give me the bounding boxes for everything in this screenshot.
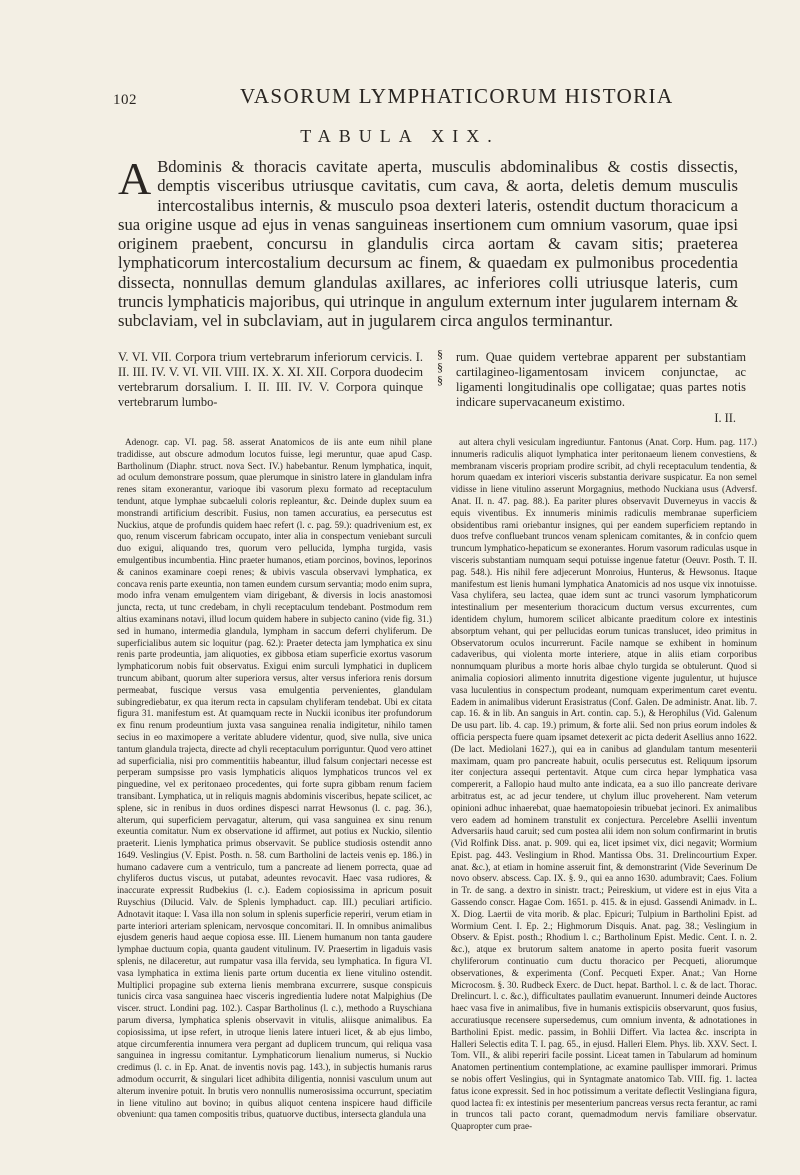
legend-plate-refs: I. II. (714, 411, 736, 425)
intro-paragraph (118, 153, 738, 331)
intro-text: Bdominis & thoracis cavitate aperta, musculis abdominalibus & costis dissectis, demptis visceribus utriusque cavitatis, cum cava, & aorta, deletis demum musculis intercostalibus internis, & musculo psoa dexteri lateris, ostendit ductum thoracicum a sua origine usque ad ejus in venas sanguineas insertionem cum omnium vasorum, quae ipsi originem praebent, concursu in glandulis circa aortam & cavam sitis; praeterea lymphaticorum intercostalium decursum ac finem, & quaedam ex pulmonibus procedentia dissecta, nonnullas demum glandulas axillares, ac inferiores colli utriusque lateris, cum truncis lymphaticis majoribus, qui utrinque in angulum externum inter jugularem internam & subclaviam, vel in subclaviam, aut in jugularem circa angulos terminantur. (118, 157, 738, 331)
commentary-left-text: Adenogr. cap. VI. pag. 58. asserat Anatomicos de iis ante eum nihil plane tradidisse, aut obscure admodum locutos fuisse, legi meruntur, quae apud Casp. Bartholinum (Diaphr. struct. nova Sect. IV.) habebantur. Renum lymphatica, inquit, ad oculum demonstrare possum, quae plerumque in sinistro latere in glandulam infra renes sitam exonerantur, varioque ibi vasorum plexu formato ad receptaculum tendunt, atque lymphae subcaeluli coloris repleantur, &c. Deinde duplex suum ea monstrandi artificium describit. Fusius, non tamen accuratius, ea persecutus est Nuckius, atque de profundis quidem haec refert (l. c. pag. 59.): quadrivenium est, ex quo, renum viscerum fabricam occupato, inter alia in conspectum veniebant surculi duo exigui, aliquando tres, quorum vero pellucida, lympha turgida, vasis emulgentibus incumbentia. Hinc praeter humanos, etiam porcinos, bovinos, leporinos & caninos examinare coepi renes; & ubivis vascula observavi lymphatica, ex concava renis parte exeuntia, non tamen eundem cursum servantia; modo enim supra, modo infra venam emulgentem viam dirigebant, & diversis in locis anastomosi juncta, recta, ut tunc credebam, in chyli receptaculum tendebant. Postmodum rem altius examinans notavi, illud locum quidem habere in subjecto canino (vide fig. 31.) sed in humano, intermedia glandula, lympham in saccum deferri chyliferum. De superficialibus autem sic loquitur (pag. 62.): Praeter detecta jam lymphatica ex sinu renis parte prodeuntia, jam aliquoties, ex gibbosa etiam superficie exortus vasorum lymphaticorum nobis fuit observatus. Exigui enim surculi lymphatici in duplicem truncum abibant, quorum alter superiora versus, alter versus inferiora renis dorsum permeabat, fuscique versus vasa emulgentia pervenientes, glandulam subingrediebatur, ex qua iterum recta in capsulam chyliferam tendebat. Ubi ex citata figura 31. manifestum est. At quamquam recte in Nuckii iconibus iter profundorum ex finu renum prodeuntium juxta vasa sanguinea renalia indigitetur, nihilo tamen secius in eo maximopere a veritate abludere videntur, quod, sive nulla, sive unica tantum glandula trajecta, directe ad chyli receptaculum porriguntur. Quod vero attinet ad superficialia, nisi pro commentitiis habeantur, illud falsum conjectari necesse est perperam sumpsisse pro vasis lymphaticis aliquos lymphaticos truncos vel ex pinguedine, vel ex peritonaeo procedentes, qui forte supra gibbam renum faciem transibant. Lymphatica, ut in reliquis magnis abdominis visceribus, hepate scilicet, ac splene, sic in renibus in duos ordines dispesci narrat Hewsonus (l. c. pag. 36.), alterum, qui superficiem pervagatur, alterum, qui vasa sanguinea ex sinu renum exeuntia comitatur. Num ex observatione id affirmet, aut potius ex Nuckio, silentio praeterit. Lienis lymphatica primus observavit. Se publice studiosis ostendit anno 1649. Veslingius (V. Epist. Posth. n. 58. cum Bartholini de lacteis venis ep. 186.) in humano cadavere cum a ventriculo, tum a pancreate ad lienem porrecta, quae ad chyliferos ductus viscus, ut putabat, adeuntes revocavit. Haec vasa rudiores, & inaccurate expressit Rudbekius (l. c.). Eadem copiosissima in apricum posuit Ruyschius (Dilucid. Valv. de Splenis lymphaduct. cap. III.) peculiari artificio. Adnotavit itaque: I. Vasa illa non solum in splenis superficie reperiri, verum etiam in parte interiori arteriam splenicam, nervosque concomitari. II. In omnibus animalibus ejusdem generis haud aeque copiosa esse. III. Lienem humanum non tanta gaudere lymphae ductuum copia, quanta gaudent vitulinum. IV. Praesertim in ligaduis vasis splenis, ne dilaceretur, aut rumpatur vasa illa fervida, seu lymphatica. In figura VI. vasa lymphatica in extima lienis parte ortum ducentia ex liene vitulino ostendit. Multiplici propagine sub externa lienis membrana excurrere, susque conspicuis tunicis circa vasa sanguinea haec visceris ingredientia ludere notat Malpighius (De viscer. struct. Londini pag. 102.). Caspar Bartholinus (l. c.), methodo a Ruyschiana parum diversa, lymphatica splenis observavit in vitulis, aliisque animalibus. Ea copiosissima, ut ipse refert, in utroque lienis latere intueri licet, & ab ejus limbo, atque circumferentia innumera vera pergant ad duplicem truncum, qui reliqua vasa sanguinea in ingressu comitantur. Lymphaticorum lienalium numerus, si Nuckio credimus (l. c. in Ep. Anat. de inventis novis pag. 143.), in subjectis humanis rarus admodum occurrit, & singulari licet adhibita diligentia, nonnisi vasculum unum aut alterum invenire potuit. In brutis vero nonnullis numerosissima occurrunt, speciatim in liene vitulino aut bovino; in quibus aliquot centena inspicere haud difficile obveniunt: qua tamen compositis tribus, quatuorve ductibus, intersecta glandula una (117, 437, 432, 1120)
commentary-right-column (451, 437, 757, 1133)
figure-mark-glyph: § (437, 347, 443, 361)
figure-mark-glyph: § (437, 360, 443, 374)
legend-right-text: rum. Quae quidem vertebrae apparent per substantiam cartilagineo-ligamentosam invicem conjunctae, ac ligamenti longitudinalis ope colligatae; quas partes notis indicare supervacaneum existimo. (456, 350, 746, 409)
legend-left (118, 350, 423, 410)
drop-cap: A (118, 153, 152, 204)
figure-mark (432, 348, 448, 387)
commentary-right-text: aut altera chyli vesiculam ingrediuntur. Fantonus (Anat. Corp. Hum. pag. 117.) innumeris radiculis aliquot lymphatica inter peritonaeum lienem convestiens, & membranam visceris propriam prodire scribit, ad chyli receptaculum tendentia, & horum quaedam ex interiori visceris substantia derivare suspicatur. Ea non semel vidisse in liene vitulino asserunt Morgagnius, methodo Nuckiana usus (Adversf. Anat. II. n. 47. pag. 88.). Ea pariter plures observavit Duverneyus in vaccis & equis viventibus. Ex innumeris minimis radiculis membranae superficiem obsidentibus rami oriebantur insignes, qui per eandem superficiem reptando in duos trefve confluebant truncos venam splenicam comitantes, & in confcio quem truncum lymphatico-hepaticum se exonerantes. Horum vasorum radiculas usque in visceris substantiam numquam sequi potuisse ingenue fatetur (Oeuvr. Posth. T. II. pag. 548.). His nihil fere adjecerunt Monroius, Hunterus, & Hewsonus. Itaque manifestum est lienis humani lymphatica Anatomicis ad nos usque vix innotuisse. Vasa chylifera, seu lactea, quae idem sunt ac trunci vasorum lymphaticorum intestinalium per mesenterium thoracicum ductum versus excurrentes, cum identidem chylum, humorem scilicet albicante praeditum colore ex intestinis absorptum vehant, qui per pellucidas eorum tunicas translucet, ideo primitus in Observatorum oculos incurrerunt. Facile namque se exhibent in hominum cadaveribus, qui violenta morte interiere, atque in aliis etiam corporibus nonnumquam pluribus a morte horis albae chylo turgida se obtulerunt. Quod si animalia copiosiori alimento innutrita digestione vigente jugulentur, ut hujusce vasa luculentius in conspectum prodeant, numquam experimentum caret eventu. Eadem in animalibus viderunt Erasistratus (Conf. Galen. De administr. Anat. lib. 7. cap. 16. & in lib. An sanguis in Art. contin. cap. 5.), & Herophilus (Vid. Galenum De usu part. lib. 4. cap. 19.) primum, & forte alii. Sed non prius eorum indoles & officia perspecta fuere quam ipsamet detexerit ac picta dederit Asellius anno 1622. (De lact. Mediolani 1627.), qui ea in canibus ad glandulam tantum mesenterii maximam, quam pro pancreate habuit, oculis persecutus est. Reliquum ipsorum iter conjectura assequi pertentavit. Atque cum circa hepar lymphatica vasa compererit, a Fallopio haud multo ante indicata, ea a suo illo pancreate derivare arbitratus est, ac ad jecur tendere, ut chylum illuc proveherent. Nam veterum opinioni adhuc inhaerebat, quae haematopoiesin tribuebat jecinori. Ex animalibus vero eadem ad hominem transtulit ex conjectura. Percelebre Asellii inventum Adversariis haud caruit; sed cum postea alii idem non solum confirmarint in brutis (Vid Rolfink Diss. anat. p. 909. qui ea, licet ipsimet vix, dici negavit; Wormium Epist. pag. 443. Veslingium in Rhod. Mantissa Obs. 31. Drelincourtium Exper. anat. &c.), at etiam in homine asseruit fint, & demonstrarint (Vide Severinum De novo observ. abscess. Cap. IX. §. 9., qui ea anno 1630. adumbravit; Caes. Folium in Tr. de sang. a dextro in sinistr. tract.; Peireskium, ut videre est in ejus Vita a Gassendo conscr. Hagae Com. 1651. p. 415. & in ejusd. Gassendi Animadv. in L. X. Diog. Laertii de vita morib. & plac. Epicuri; Tulpium in Bartholini Epist. ad Wormium Cent. I. Ep. 2.; Highmorum Disquis. Anat. pag. 38.; Veslingium in Observ. & Epist. posth.; Rhodium l. c.; Bartholinum Epist. Medic. Cent. I. n. 2. &c.), atque ex brutorum saltem anatome in aperto posita fuerit vasorum chyliferorum continuatio cum ductu thoracico per Pecqueti, aliorumque observationes, & experimenta (Conf. Pecqueti Exper. Anat.; Van Horne Microcosm. §. 30. Rudbeck Exerc. de Duct. hepat. Barthol. l. c. & de lact. Thorac. Drelincurt. l. c. &c.), difficultates paullatim evanuerunt. Innumeri deinde Auctores haec vasa five in animalibus, five in humanis extispiciis observarunt, quos fusius, accuratiusque recensere supersedemus, cum omnium inventa, & adnotationes in Bartholini Epist. medic. passim, in Bohlii Differt. Via lactea &c. inscripta in Halleri Selectis edita T. I. pag. 65., in ejusd. Halleri Elem. Phys. lib. XXV. Sect. I. Tom. VII., & alibi reperiri facile possint. Liceat tamen in Tabularum ad hominum Anatomen pertinentium contemplatione, ac examine paullisper immorari. Primus se nobis offert Veslingius, qui in Syntagmate anatomico Tab. VIII. fig. 1. lactea fatus icone expressit. Sed in hoc potissimum a veritate deflectit Veslingiana figura, quod lactea fi: ex intestinis per mesenterium pancreas versus recta ferantur, ac rami in truncos tali pacto corant, quemadmodum nervis familiare observatur. Quapropter cum prae- (451, 437, 758, 1132)
legend-right (456, 350, 746, 426)
commentary-left-column (117, 437, 432, 1121)
running-head: VASORUM LYMPHATICORUM HISTORIA (240, 84, 674, 108)
legend-left-text: V. VI. VII. Corpora trium vertebrarum inferiorum cervicis. I. II. III. IV. V. VI. VII. VIII. IX. X. XI. XII. Corpora duodecim vertebrarum dorsalium. I. II. III. IV. V. Corpora quinque vertebrarum lumbo- (118, 350, 423, 409)
page-number: 102 (113, 92, 137, 108)
plate-title: TABULA XIX. (300, 126, 500, 146)
figure-mark-glyph: § (437, 373, 443, 387)
